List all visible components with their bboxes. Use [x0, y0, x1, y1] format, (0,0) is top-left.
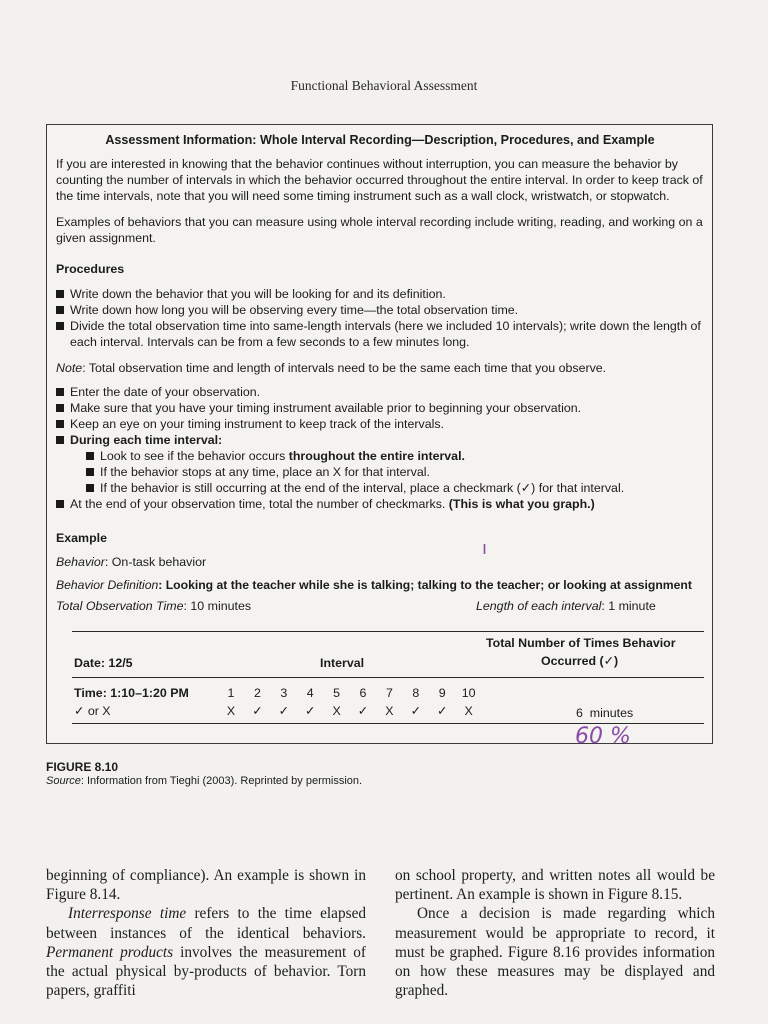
- interval-number: 7: [385, 686, 393, 700]
- procedure-item: Make sure that you have your timing instrument available prior to beginning your observation.: [56, 400, 704, 416]
- interval-number: 10: [461, 686, 476, 700]
- total-header-2: Occurred (✓): [541, 654, 619, 668]
- note-text: : Total observation time and length of intervals need to be the same each time that you observe.: [82, 361, 607, 375]
- example-heading: Example: [56, 531, 107, 545]
- figure-source: Source: Information from Tieghi (2003). Reprinted by permission.: [46, 775, 363, 787]
- handwritten-tick: ı: [482, 538, 488, 559]
- procedures-list-b: [56, 384, 704, 512]
- procedures-heading: Procedures: [56, 262, 125, 276]
- interval-mark: X: [332, 704, 341, 718]
- mark-legend: ✓ or X: [74, 704, 111, 718]
- body-paragraph: beginning of compliance). An example is shown in Figure 8.14.: [46, 867, 366, 904]
- table-top-rule: [72, 631, 704, 632]
- interval-length-line: Length of each interval: 1 minute: [476, 599, 656, 613]
- procedure-item: Keep an eye on your timing instrument to keep track of the intervals.: [56, 416, 704, 432]
- total-result: 6 minutes: [576, 706, 634, 720]
- total-header-1: Total Number of Times Behavior: [486, 636, 676, 650]
- intro-paragraph-2: Examples of behaviors that you can measure using whole interval recording include writing, reading, and working on a given assignment.: [56, 215, 703, 245]
- interval-header: Interval: [320, 656, 365, 670]
- note-paragraph: [56, 360, 704, 376]
- body-column-left: [46, 866, 366, 1000]
- intro-paragraph-1: If you are interested in knowing that the behavior continues without interruption, you can measure the behavior by counting the number of intervals in which the behavior occurred throughout the entire interval. In order to keep track of the time intervals, note that you will need some timing instrument such as a wall clock, wristwatch, or stopwatch.: [56, 157, 703, 203]
- figure-caption: [46, 760, 362, 787]
- sub-item: Look to see if the behavior occurs throughout the entire interval.: [70, 448, 704, 464]
- interval-number: 9: [438, 686, 446, 700]
- running-head: Functional Behavioral Assessment: [290, 78, 478, 93]
- interval-mark: ✓: [410, 704, 421, 718]
- sub-item: If the behavior stops at any time, place an X for that interval.: [70, 464, 704, 480]
- interval-mark: ✓: [252, 704, 263, 718]
- interval-number: 8: [412, 686, 420, 700]
- behavior-line: Behavior: On-task behavior: [56, 555, 207, 569]
- body-paragraph: Once a decision is made regarding which measurement would be appropriate to record, it must be graphed. Figure 8.16 provides information on how these measures may be displayed and graphed.: [395, 905, 715, 1000]
- interval-mark: ✓: [357, 704, 369, 718]
- table-header-rule: [72, 677, 704, 678]
- figure-label: FIGURE 8.10: [46, 760, 119, 774]
- body-column-right: [395, 866, 715, 1000]
- procedure-item-final: At the end of your observation time, total the number of checkmarks. (This is what you graph.): [56, 496, 704, 512]
- box-title: Assessment Information: Whole Interval Recording—Description, Procedures, and Example: [105, 133, 655, 147]
- sub-item: If the behavior is still occurring at the end of the interval, place a checkmark (✓) for that interval.: [70, 480, 704, 496]
- interval-mark: X: [464, 704, 473, 718]
- interval-number: 5: [333, 686, 341, 700]
- procedure-item-during: [56, 432, 704, 496]
- procedure-item: Enter the date of your observation.: [56, 384, 704, 400]
- interval-mark: ✓: [304, 704, 316, 718]
- body-paragraph: Interresponse time refers to the time elapsed between instances of the identical behaviors. Permanent products involves the measurement of the actual physical by-products of behavior. Torn papers, graffiti: [46, 905, 367, 1000]
- procedure-item: Write down how long you will be observing every time—the total observation time.: [56, 302, 704, 318]
- date-label: Date: 12/5: [74, 656, 133, 670]
- interval-mark: X: [385, 704, 394, 718]
- note-label: Note: [56, 361, 83, 375]
- interval-number: 1: [227, 686, 235, 700]
- procedures-list-a: [56, 286, 704, 350]
- interval-mark: ✓: [436, 704, 448, 718]
- during-label: During each time interval:: [70, 433, 223, 447]
- during-sublist: [70, 448, 704, 496]
- interval-number: 2: [253, 686, 261, 700]
- procedure-item: Write down the behavior that you will be looking for and its definition.: [56, 286, 704, 302]
- definition-line: Behavior Definition: Looking at the teacher while she is talking; talking to the teacher; or looking at assignment: [56, 578, 692, 592]
- interval-mark: ✓: [278, 704, 289, 718]
- interval-number: 6: [359, 686, 367, 700]
- handwritten-percent: 60 %: [575, 724, 631, 749]
- total-time-line: Total Observation Time: 10 minutes: [56, 599, 252, 613]
- body-paragraph: on school property, and written notes all would be pertinent. An example is shown in Figure 8.15.: [395, 867, 715, 904]
- interval-mark: X: [226, 704, 236, 718]
- interval-number: 4: [306, 686, 314, 700]
- time-label: Time: 1:10–1:20 PM: [74, 686, 189, 700]
- interval-number: 3: [280, 686, 288, 700]
- assessment-box: [46, 124, 713, 744]
- procedure-item: Divide the total observation time into same-length intervals (here we included 10 intervals); write down the length of each interval. Intervals can be from a few seconds to a few minutes long.: [56, 318, 704, 350]
